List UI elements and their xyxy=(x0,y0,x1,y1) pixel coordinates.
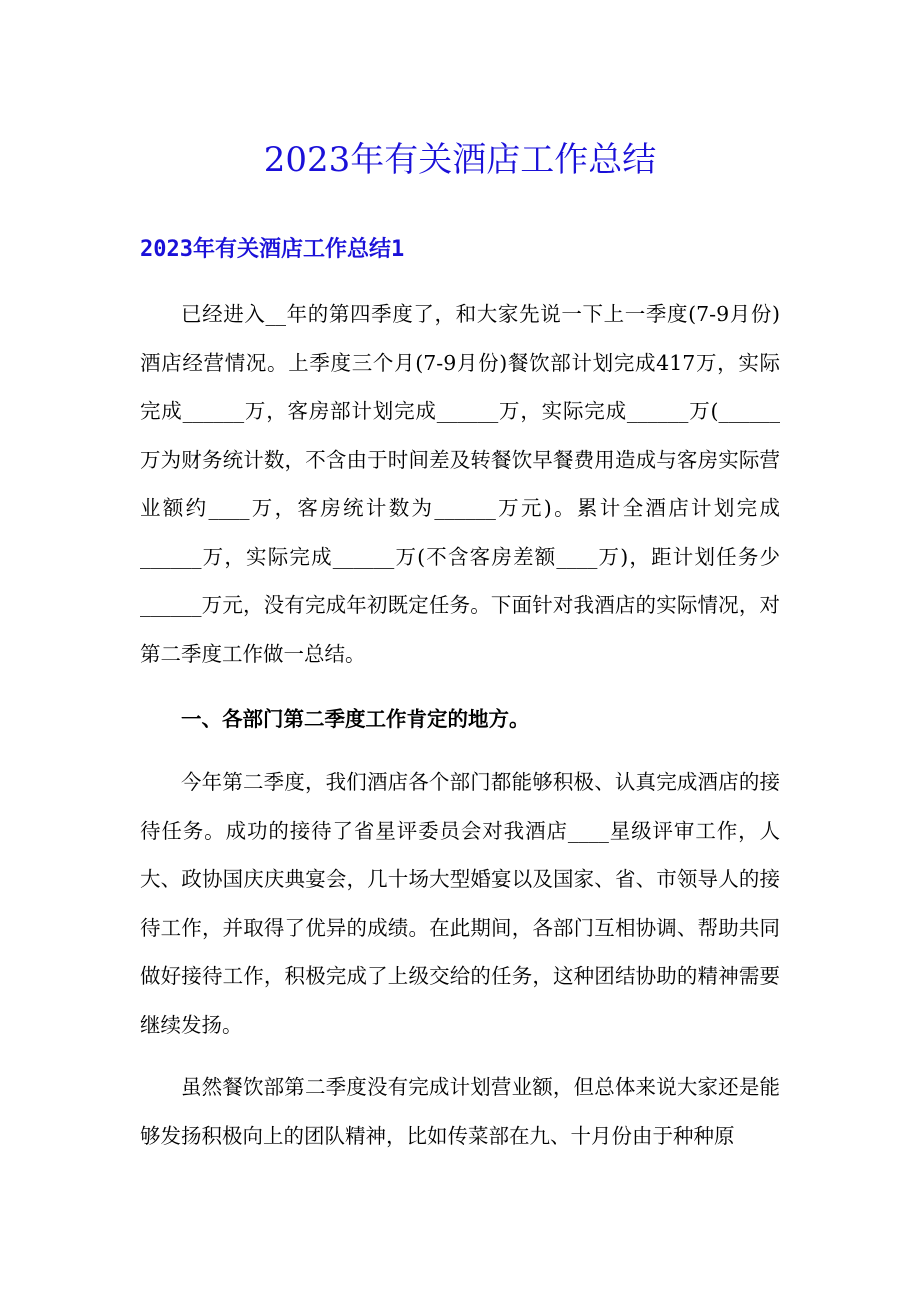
section-title: 2023年有关酒店工作总结1 xyxy=(140,237,405,262)
subheading-department-achievements: 一、各部门第二季度工作肯定的地方。 xyxy=(181,707,530,731)
paragraph-catering-team: 虽然餐饮部第二季度没有完成计划营业额，但总体来说大家还是能够发扬积极向上的团队精神，比如传菜部在九、十月份由于种种原 xyxy=(140,1075,780,1148)
document-title: 2023年有关酒店工作总结 xyxy=(263,140,657,180)
paragraph-quarter-overview: 已经进入__年的第四季度了，和大家先说一下上一季度(7-9月份)酒店经营情况。上季度三个月(7-9月份)餐饮部计划完成417万，实际完成______万，客房部计划完成______万，实际完成______万(______万为财务统计数，不含由于时间差及转餐饮早餐费用造成与客房实际营业额约____万，客房统计数为______万元)。累计全酒店计划完成______万，实际完成______万(不含客房差额____万)，距计划任务少______万元，没有完成年初既定任务。下面针对我酒店的实际情况，对第二季度工作做一总结。 xyxy=(140,302,780,666)
paragraph-department-work: 今年第二季度，我们酒店各个部门都能够积极、认真完成酒店的接待任务。成功的接待了省星评委员会对我酒店____星级评审工作，人大、政协国庆庆典宴会，几十场大型婚宴以及国家、省、市领导人的接待工作，并取得了优异的成绩。在此期间，各部门互相协调、帮助共同做好接待工作，积极完成了上级交给的任务，这种团结协助的精神需要继续发扬。 xyxy=(140,770,780,1037)
